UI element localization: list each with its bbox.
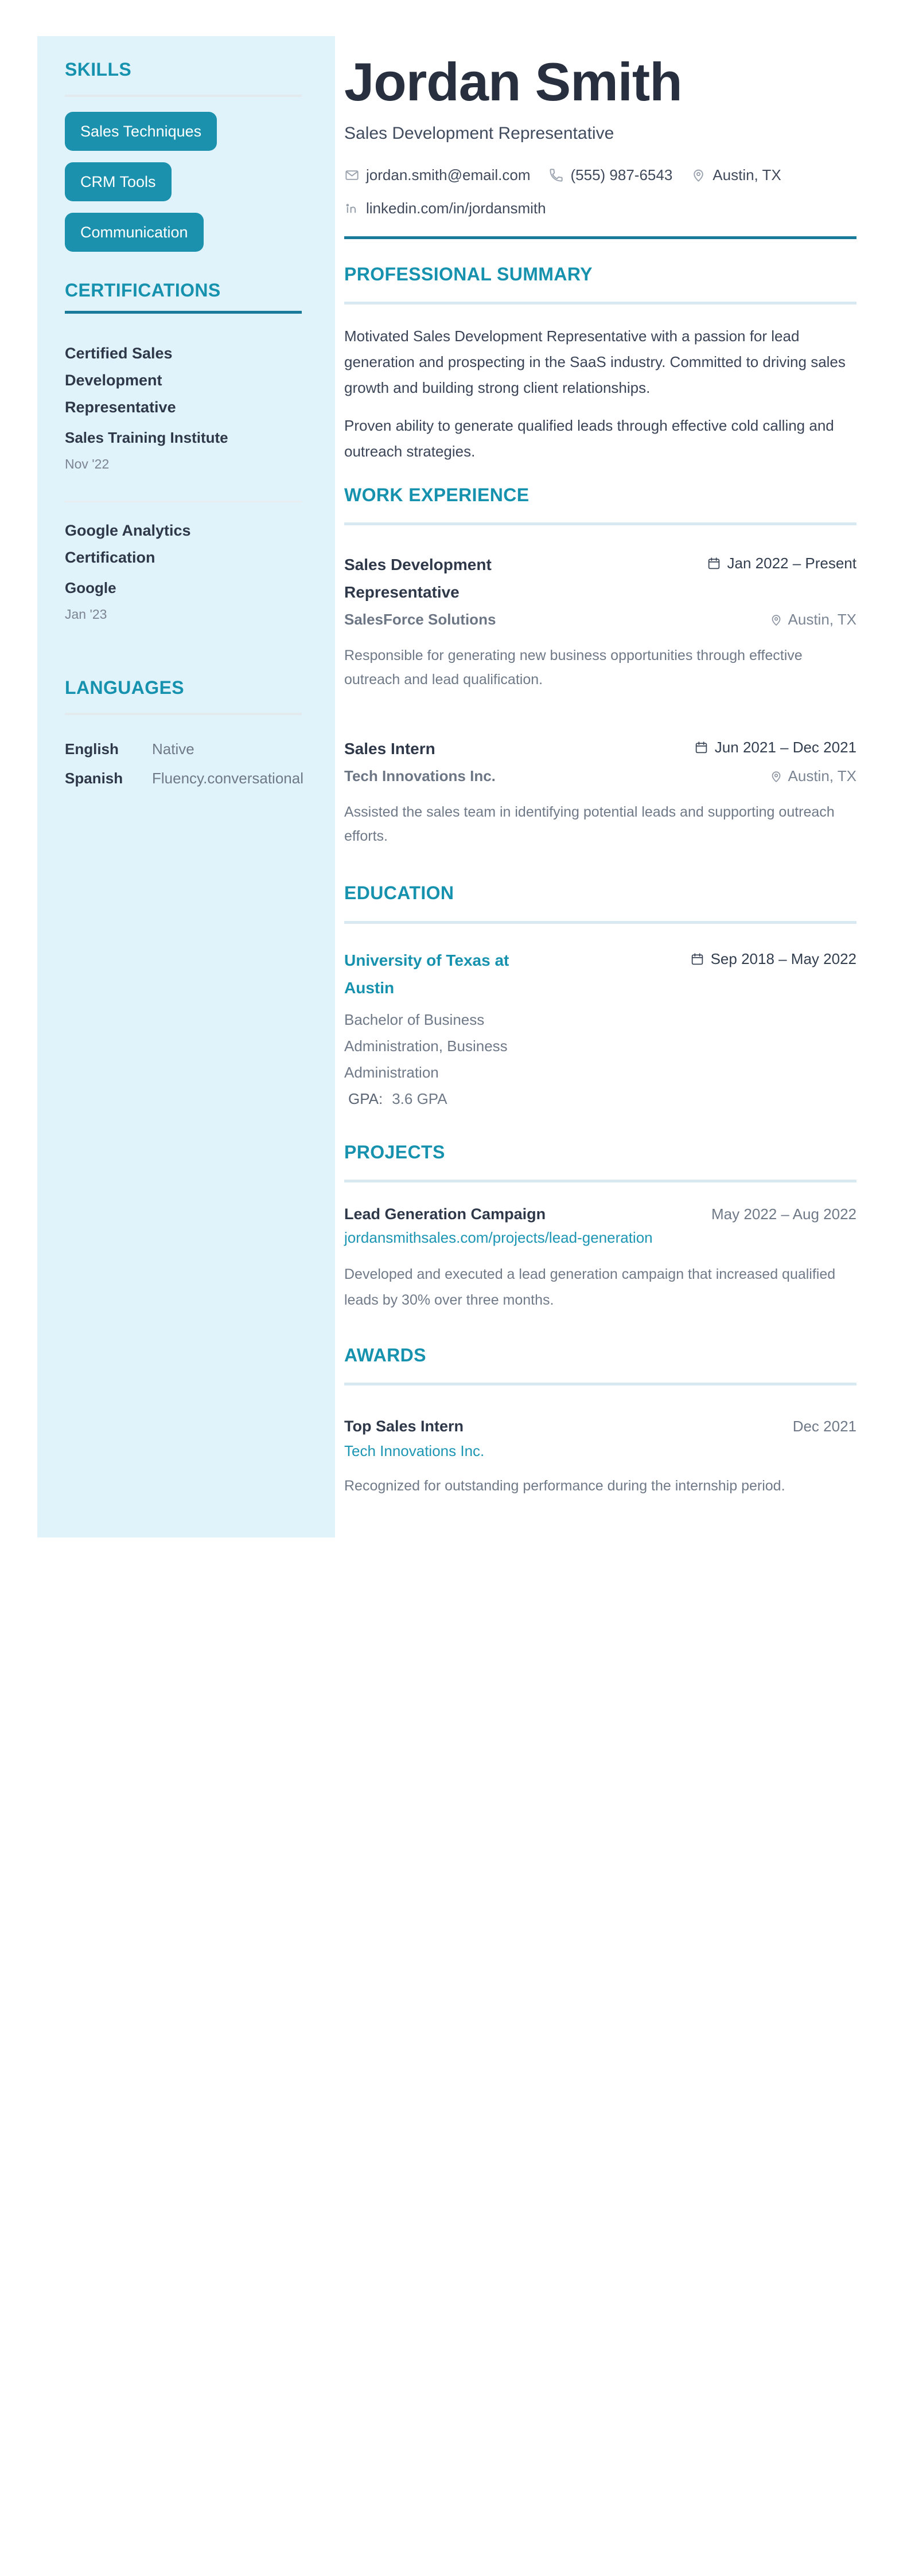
contact-row bbox=[344, 166, 857, 184]
calendar-icon bbox=[694, 740, 708, 755]
languages-divider bbox=[65, 713, 302, 715]
experience-item bbox=[344, 735, 857, 848]
experience-dates bbox=[707, 555, 857, 572]
contact-location-text: Austin, TX bbox=[713, 166, 781, 184]
education-gpa bbox=[344, 1090, 857, 1108]
projects-underline bbox=[344, 1180, 857, 1182]
awards-section bbox=[344, 1345, 857, 1498]
experience-item bbox=[344, 551, 857, 692]
summary-heading: PROFESSIONAL SUMMARY bbox=[344, 264, 593, 284]
award-item bbox=[344, 1418, 857, 1498]
award-issuer-link[interactable]: Tech Innovations Inc. bbox=[344, 1442, 485, 1459]
certification-item bbox=[65, 517, 302, 622]
contact-linkedin bbox=[344, 200, 546, 217]
experience-dates-text: Jun 2021 – Dec 2021 bbox=[714, 739, 857, 756]
language-level: Fluency.conversational bbox=[152, 770, 303, 787]
award-description: Recognized for outstanding performance during the internship period. bbox=[344, 1477, 785, 1494]
experience-description: Assisted the sales team in identifying potential leads and supporting outreach efforts. bbox=[344, 804, 835, 845]
experience-dates bbox=[694, 739, 857, 756]
header-divider bbox=[344, 236, 857, 239]
award-name: Top Sales Intern bbox=[344, 1417, 464, 1435]
certification-separator bbox=[65, 501, 302, 502]
email-icon bbox=[344, 167, 360, 183]
experience-location-text: Austin, TX bbox=[788, 611, 857, 629]
summary-underline bbox=[344, 302, 857, 305]
experience-role: Sales Development Representative bbox=[344, 556, 492, 602]
education-heading: EDUCATION bbox=[344, 883, 454, 904]
education-item-head bbox=[344, 947, 857, 1002]
contact-phone-text: (555) 987-6543 bbox=[570, 166, 673, 184]
certification-item bbox=[65, 340, 302, 472]
location-pin-icon bbox=[769, 770, 783, 783]
calendar-icon bbox=[707, 556, 721, 571]
experience-dates-text: Jan 2022 – Present bbox=[727, 555, 857, 572]
award-item-head bbox=[344, 1418, 857, 1435]
education-underline bbox=[344, 921, 857, 924]
main-column bbox=[344, 0, 857, 1498]
experience-section bbox=[344, 485, 857, 848]
skill-pill: Sales Techniques bbox=[65, 112, 217, 151]
project-name: Lead Generation Campaign bbox=[344, 1205, 546, 1223]
contact-email bbox=[344, 166, 530, 184]
language-name: Spanish bbox=[65, 770, 123, 787]
language-name: English bbox=[65, 740, 119, 758]
certifications-section bbox=[65, 281, 302, 622]
calendar-icon bbox=[690, 952, 704, 966]
contact-phone bbox=[548, 166, 672, 184]
languages-section bbox=[65, 678, 302, 787]
experience-role: Sales Intern bbox=[344, 740, 435, 758]
skill-pill: Communication bbox=[65, 213, 204, 252]
certification-date: Jan '23 bbox=[65, 607, 107, 622]
skills-divider bbox=[65, 95, 302, 97]
experience-description: Responsible for generating new business opportunities through effective outreach and lead qualification. bbox=[344, 647, 803, 688]
experience-underline bbox=[344, 522, 857, 525]
location-pin-icon bbox=[691, 167, 706, 183]
contact-email-text: jordan.smith@email.com bbox=[366, 166, 531, 184]
summary-section bbox=[344, 264, 857, 465]
awards-heading: AWARDS bbox=[344, 1344, 426, 1365]
experience-item-head bbox=[344, 735, 857, 763]
experience-item-sub bbox=[344, 611, 857, 629]
skills-heading: SKILLS bbox=[65, 59, 132, 80]
languages-heading: LANGUAGES bbox=[65, 677, 185, 698]
contact-location bbox=[691, 166, 781, 184]
certification-name: Google Analytics Certification bbox=[65, 522, 191, 566]
project-item bbox=[344, 1205, 857, 1313]
award-date: Dec 2021 bbox=[792, 1417, 857, 1435]
education-item bbox=[344, 947, 857, 1108]
summary-paragraph: Motivated Sales Development Representative with a passion for lead generation and prospecting in the SaaS industry. Committed to driving sales growth and building strong client relationships. bbox=[344, 327, 846, 397]
experience-location-text: Austin, TX bbox=[788, 767, 857, 785]
experience-location bbox=[769, 767, 857, 785]
location-pin-icon bbox=[769, 613, 783, 627]
project-url-link[interactable]: jordansmithsales.com/projects/lead-generation bbox=[344, 1228, 653, 1246]
experience-item-head bbox=[344, 551, 857, 606]
education-dates-text: Sep 2018 – May 2022 bbox=[710, 950, 857, 967]
education-degree: Bachelor of Business Administration, Business Administration bbox=[344, 1010, 508, 1081]
skill-pill: CRM Tools bbox=[65, 162, 172, 201]
certification-issuer: Google bbox=[65, 579, 116, 596]
phone-icon bbox=[548, 167, 564, 183]
languages-list bbox=[65, 740, 302, 787]
certifications-heading: CERTIFICATIONS bbox=[65, 280, 221, 300]
certification-name: Certified Sales Development Representative bbox=[65, 345, 176, 416]
language-level: Native bbox=[152, 740, 194, 758]
person-name: Jordan Smith bbox=[344, 52, 682, 112]
project-description: Developed and executed a lead generation campaign that increased qualified leads by 30% over three months. bbox=[344, 1266, 836, 1308]
experience-heading: WORK EXPERIENCE bbox=[344, 485, 530, 506]
sidebar bbox=[37, 36, 335, 1537]
projects-section bbox=[344, 1142, 857, 1313]
contact-linkedin-text: linkedin.com/in/jordansmith bbox=[366, 200, 546, 217]
experience-location bbox=[769, 611, 857, 629]
experience-company: Tech Innovations Inc. bbox=[344, 767, 496, 785]
education-section bbox=[344, 883, 857, 1107]
certifications-underline bbox=[65, 311, 302, 314]
skills-section bbox=[65, 60, 302, 252]
project-dates: May 2022 – Aug 2022 bbox=[711, 1205, 857, 1223]
linkedin-icon bbox=[344, 201, 360, 216]
certification-issuer: Sales Training Institute bbox=[65, 429, 228, 446]
summary-paragraph: Proven ability to generate qualified leads through effective cold calling and outreach strategies. bbox=[344, 417, 834, 460]
gpa-label: GPA: bbox=[348, 1090, 383, 1107]
experience-company: SalesForce Solutions bbox=[344, 611, 496, 629]
contact-row-linkedin bbox=[344, 200, 857, 217]
person-title: Sales Development Representative bbox=[344, 124, 614, 143]
experience-item-sub bbox=[344, 767, 857, 785]
certification-date: Nov '22 bbox=[65, 456, 110, 471]
education-school-link[interactable]: University of Texas at Austin bbox=[344, 951, 509, 997]
gpa-value: 3.6 GPA bbox=[392, 1090, 447, 1107]
projects-heading: PROJECTS bbox=[344, 1141, 445, 1162]
education-dates bbox=[690, 950, 857, 968]
awards-underline bbox=[344, 1383, 857, 1385]
skills-list bbox=[65, 112, 302, 252]
project-item-head bbox=[344, 1205, 857, 1223]
